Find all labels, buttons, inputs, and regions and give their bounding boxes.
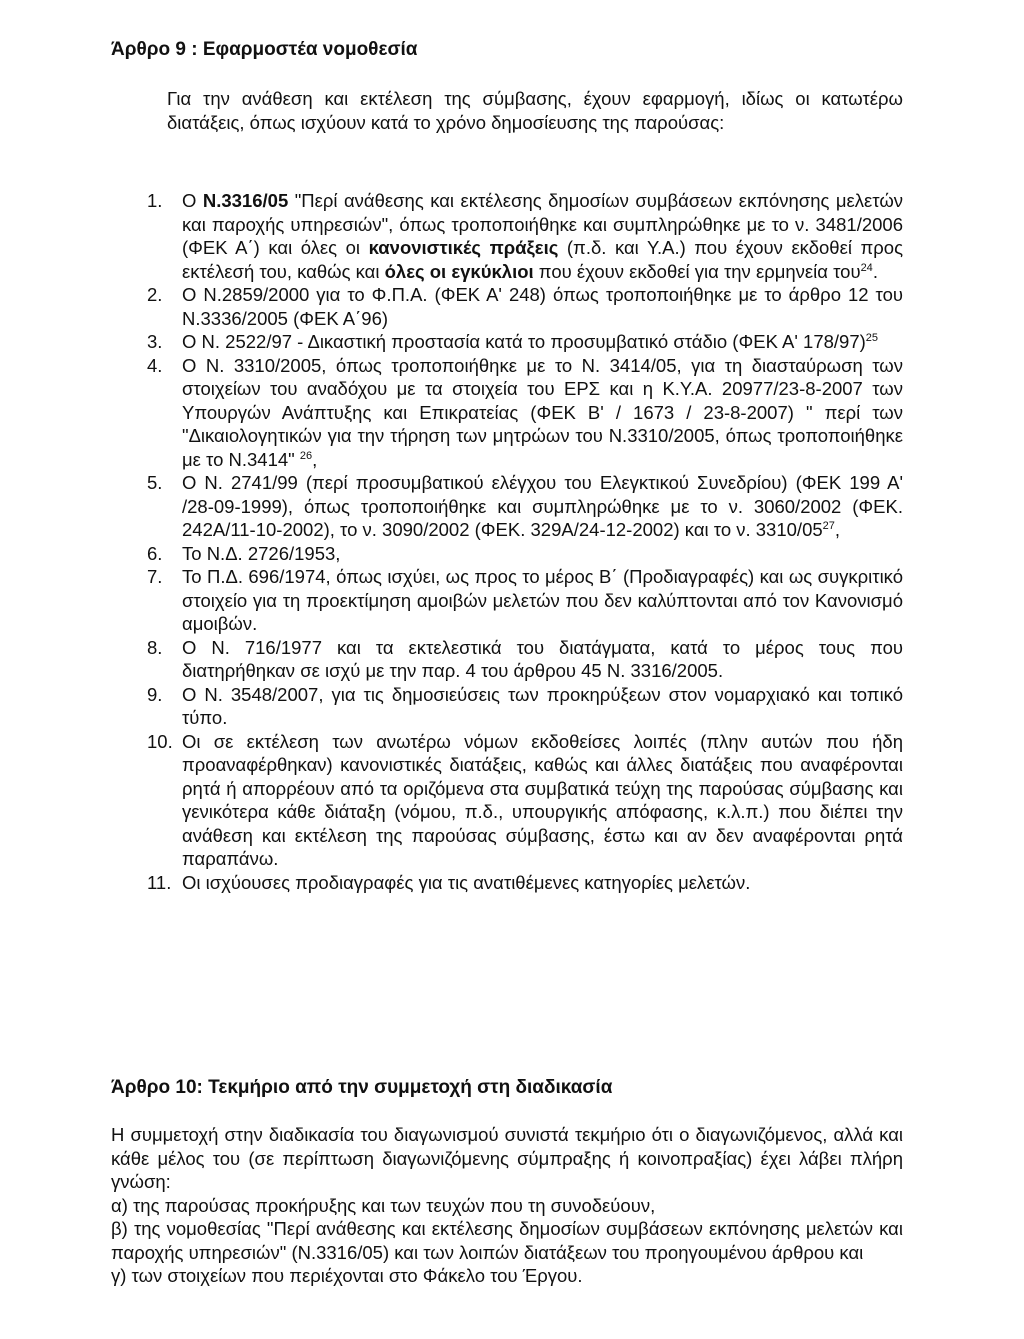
list-item: [147, 730, 903, 871]
item-text: Το Π.Δ. 696/1974, όπως ισχύει, ως προς το μέρος Β΄ (Προδιαγραφές) και ως συγκριτικό στοιχείο για τη προεκτίμηση αμοιβών μελετών που δεν καλύπτονται από τον Κανονισμό αμοιβών.: [182, 566, 903, 634]
item-number: 10.: [147, 730, 173, 752]
list-item: [147, 330, 903, 354]
item-text: Ο Ν. 3310/2005, όπως τροποποιήθηκε με το Ν. 3414/05, για τη διασταύρωση των στοιχείων του αναδόχου με τα στοιχεία του ΕΡΣ και η Κ.Υ.Α. 20977/23-8-2007 των Υπουργών Ανάπτυξης και Επικρατείας (ΦΕΚ Β' / 1673 / 23-8-2007) " περί των "Δικαιολογητικών για την τήρηση των μητρώων του Ν.3310/2005, όπως τροποποιήθηκε με το Ν.3414" $^{26}$,: [182, 354, 903, 470]
list-item: [147, 565, 903, 636]
item-text: Ο Ν. 716/1977 και τα εκτελεστικά του διατάγματα, κατά το μέρος τους που διατηρήθηκαν σε ισχύ με την παρ. 4 του άρθρου 45 Ν. 3316/2005.: [182, 636, 903, 681]
article-10-title: Άρθρο 10: Τεκμήριο από την συμμετοχή στη διαδικασία: [111, 1077, 613, 1098]
item-text: Ο Ν. 2741/99 (περί προσυμβατικού ελέγχου του Ελεγκτικού Συνεδρίου) (ΦΕΚ 199 Α' /28-09-1999), όπως τροποποιήθηκε και συμπληρώθηκε με το ν. 3060/2002 (ΦΕΚ. 242Α/11-10-2002), το ν. 3090/2002 (ΦΕΚ. 329Α/24-12-2002) και το ν. $3310/05^{27}$,: [182, 472, 903, 540]
article-9-title: Άρθρο 9 : Εφαρμοστέα νομοθεσία: [111, 39, 418, 60]
list-item: [147, 471, 903, 542]
item-text: Ο Ν.3316/05 "Περί ανάθεσης και εκτέλεσης δημοσίων συμβάσεων εκπόνησης μελετών και παροχής υπηρεσιών", όπως τροποποιήθηκε και συμπληρώθηκε με το ν. 3481/2006 (ΦΕΚ Α΄) και όλες οι κανονιστικές πράξεις (π.δ. και Υ.Α.) που έχουν εκδοθεί προς εκτέλεσή του, καθώς και όλες οι εγκύκλιοι που έχουν εκδοθεί για την ερμηνεία του$^{24}$.: [182, 190, 904, 282]
list-item: [147, 683, 903, 730]
item-number: 6.: [147, 542, 163, 564]
article-10-intro: Η συμμετοχή στην διαδικασία του διαγωνισμού συνιστά τεκμήριο ότι ο διαγωνιζόμενος, αλλά και κάθε μέλος του (σε περίπτωση διαγωνιζόμενης σύμπραξης ή κοινοπραξίας) έχει λάβει πλήρη γνώση:: [111, 1124, 903, 1192]
item-number: 3.: [147, 331, 163, 352]
legislation-list: [147, 189, 903, 894]
item-text: Ο Ν.2859/2000 για το Φ.Π.Α. (ΦΕΚ Α' 248) όπως τροποποιήθηκε με το άρθρο 12 του Ν.3336/2005 (ΦΕΚ Α΄96): [182, 284, 903, 329]
article-10-point-b: β) της νομοθεσίας "Περί ανάθεσης και εκτέλεσης δημοσίων συμβάσεων εκπόνησης μελετών και παροχής υπηρεσιών" (Ν.3316/05) και των λοιπών διατάξεων του προηγουμένου άρθρου και: [111, 1218, 903, 1263]
item-number: 8.: [147, 636, 163, 658]
item-number: 1.: [147, 190, 163, 211]
article-10-point-a: α) της παρούσας προκήρυξης και των τευχών που τη συνοδεύουν,: [111, 1194, 656, 1216]
list-item: [147, 283, 903, 330]
footnote-ref: 26: [299, 449, 313, 462]
footnote-ref: 27: [822, 520, 835, 532]
item-number: 4.: [147, 354, 163, 376]
item-number: 2.: [147, 284, 163, 305]
item-number: 7.: [147, 566, 163, 587]
article-9-intro: Για την ανάθεση και εκτέλεση της σύμβασης, έχουν εφαρμογή, ιδίως οι κατωτέρω διατάξεις, όπως ισχύουν κατά το χρόνο δημοσίευσης της παρούσας:: [167, 88, 903, 133]
item-text: Το Ν.Δ. 2726/1953,: [182, 542, 341, 564]
item-text: Ο Ν. 2522/97 - Δικαστική προστασία κατά το προσυμβατικό στάδιο (ΦΕΚ Α' 178/97)$^{25}$: [182, 331, 879, 352]
item-number: 5.: [147, 472, 163, 493]
item-text: Οι ισχύουσες προδιαγραφές για τις ανατιθέμενες κατηγορίες μελετών.: [182, 871, 751, 893]
item-number: 9.: [147, 683, 163, 705]
item-text: Οι σε εκτέλεση των ανωτέρω νόμων εκδοθείσες λοιπές (πλην αυτών που ήδη προαναφέρθηκαν) κανονιστικές διατάξεις, καθώς και άλλες διατάξεις που αναφέρονται ρητά ή απορρέουν από τα οριζόμενα στα συμβατικά τεύχη της παρούσας σύμβασης και γενικότερα κάθε διάταξη (νόμου, π.δ., υπουργικής απόφασης, κ.λ.π.) που διέπει την ανάθεση και εκτέλεση της παρούσας σύμβασης, έστω και αν δεν αναφέρονται ρητά παραπάνω.: [182, 730, 903, 869]
list-item: [147, 871, 903, 895]
footnote-ref: 25: [865, 332, 879, 344]
item-number: 11.: [147, 871, 172, 893]
list-item: [147, 636, 903, 683]
article-10-point-c: γ) των στοιχείων που περιέχονται στο Φάκελο του Έργου.: [111, 1265, 583, 1286]
article-10-body: [111, 1123, 903, 1288]
footnote-ref: 24: [860, 261, 873, 274]
list-item: [147, 354, 903, 472]
list-item: [147, 542, 903, 566]
list-item: [147, 189, 903, 283]
item-text: Ο Ν. 3548/2007, για τις δημοσιεύσεις των προκηρύξεων στον νομαρχιακό και τοπικό τύπο.: [182, 683, 903, 728]
